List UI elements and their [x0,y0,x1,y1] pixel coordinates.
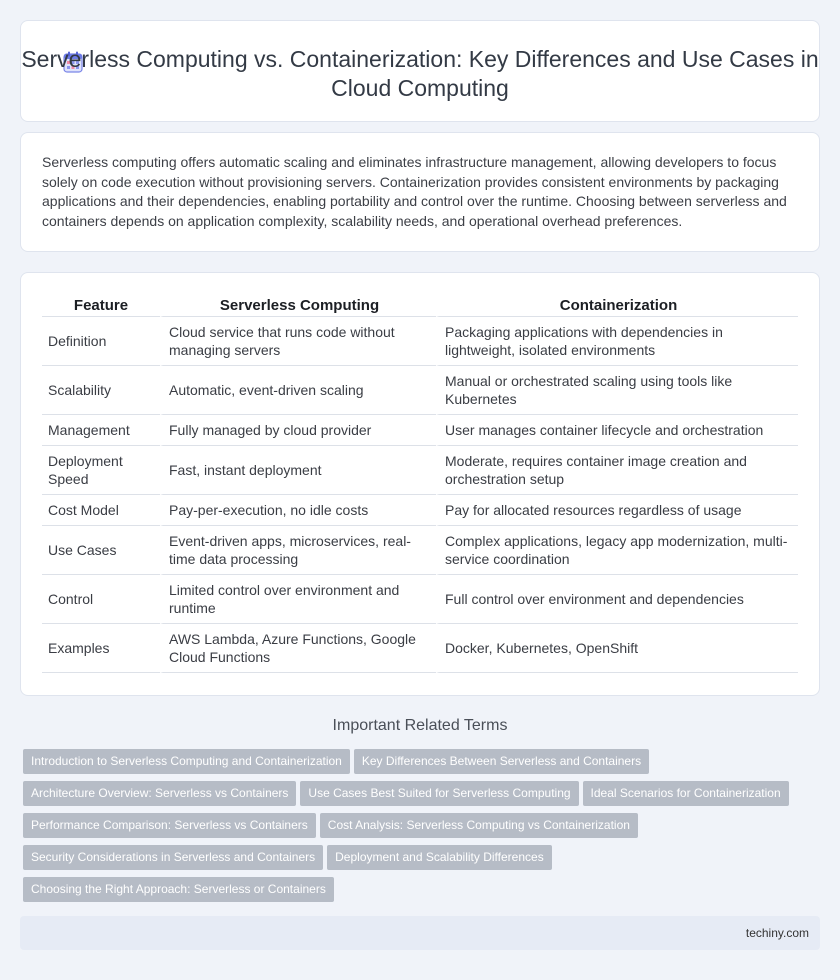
feature-cell: Deployment Speed [42,446,160,495]
container-cell: Complex applications, legacy app modernization, multi-service coordination [436,526,798,575]
feature-cell: Management [42,415,160,446]
related-term-link[interactable]: Introduction to Serverless Computing and Containerization [23,749,350,774]
table-row [42,624,798,673]
related-terms-title: Important Related Terms [332,717,508,734]
container-cell: Full control over environment and dependencies [436,575,798,624]
table-row [42,495,798,526]
container-cell: Pay for allocated resources regardless of usage [436,495,798,526]
feature-cell: Examples [42,624,160,673]
related-term-link[interactable]: Choosing the Right Approach: Serverless or Containers [23,877,334,902]
comparison-card [20,272,820,696]
header-feature: Feature [42,295,160,317]
table-row [42,415,798,446]
comparison-table [42,295,798,673]
related-term-link[interactable]: Architecture Overview: Serverless vs Containers [23,781,296,806]
related-term-link[interactable]: Ideal Scenarios for Containerization [583,781,789,806]
intro-paragraph: Serverless computing offers automatic scaling and eliminates infrastructure management, allowing developers to focus solely on code execution without provisioning servers. Containerization provides consistent environments by packaging applications and their dependencies, enabling portability and control over the runtime. Choosing between serverless and containers depends on application complexity, scalability needs, and operational overhead preferences. [42,154,787,229]
table-row [42,575,798,624]
related-term-link[interactable]: Use Cases Best Suited for Serverless Computing [300,781,578,806]
serverless-cell: AWS Lambda, Azure Functions, Google Cloud Functions [160,624,436,673]
footer-brand-link[interactable]: techiny.com [745,926,809,940]
feature-cell: Scalability [42,366,160,415]
table-row [42,446,798,495]
related-term-link[interactable]: Cost Analysis: Serverless Computing vs Containerization [320,813,638,838]
header-containerization: Containerization [436,295,798,317]
table-row [42,366,798,415]
related-term-link[interactable]: Security Considerations in Serverless and Containers [23,845,323,870]
table-row [42,317,798,366]
related-term-link[interactable]: Key Differences Between Serverless and Containers [354,749,649,774]
feature-cell: Use Cases [42,526,160,575]
feature-cell: Definition [42,317,160,366]
serverless-cell: Fast, instant deployment [160,446,436,495]
serverless-cell: Fully managed by cloud provider [160,415,436,446]
page-title: Serverless Computing vs. Containerization: Key Differences and Use Cases in Cloud Computing [21,46,819,101]
related-term-link[interactable]: Performance Comparison: Serverless vs Containers [23,813,316,838]
header-serverless: Serverless Computing [160,295,436,317]
table-row [42,526,798,575]
serverless-cell: Limited control over environment and runtime [160,575,436,624]
serverless-cell: Cloud service that runs code without managing servers [160,317,436,366]
container-cell: Moderate, requires container image creation and orchestration setup [436,446,798,495]
footer [20,916,820,950]
feature-cell: Control [42,575,160,624]
serverless-cell: Automatic, event-driven scaling [160,366,436,415]
intro-card [20,132,820,252]
serverless-cell: Pay-per-execution, no idle costs [160,495,436,526]
container-cell: Packaging applications with dependencies in lightweight, isolated environments [436,317,798,366]
table-header-row [42,295,798,317]
header-card [20,20,820,122]
container-cell: User manages container lifecycle and orchestration [436,415,798,446]
related-terms-list [23,749,823,909]
container-cell: Manual or orchestrated scaling using tools like Kubernetes [436,366,798,415]
serverless-cell: Event-driven apps, microservices, real-time data processing [160,526,436,575]
feature-cell: Cost Model [42,495,160,526]
related-term-link[interactable]: Deployment and Scalability Differences [327,845,552,870]
container-cell: Docker, Kubernetes, OpenShift [436,624,798,673]
